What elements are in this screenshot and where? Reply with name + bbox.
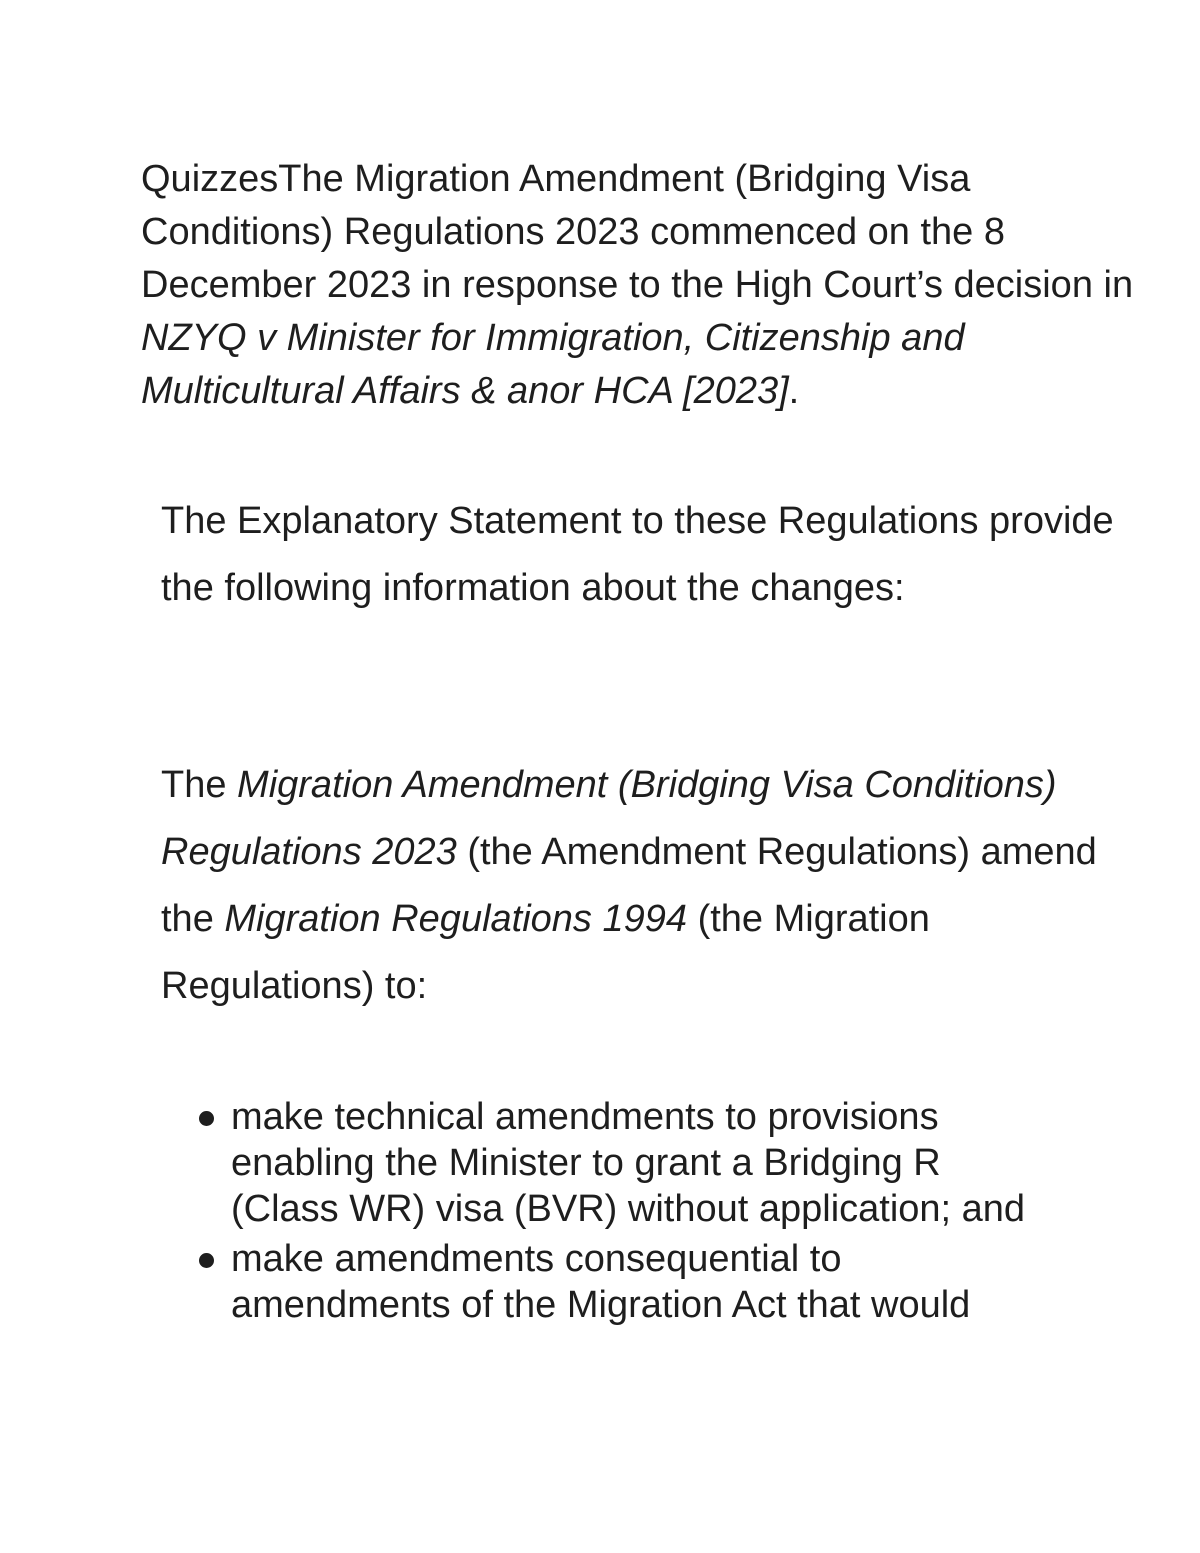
explanatory-statement-paragraph <box>161 488 1121 622</box>
intro-text: QuizzesThe Migration Amendment (Bridging Visa Conditions) Regulations 2023 commenced on the 8 December 2023 in response to the High Court’s decision in <box>141 158 1134 306</box>
amendment-paragraph <box>161 752 1121 1020</box>
amendment-regulations-title: Migration Amendment (Bridging Visa Conditions) Regulations 2023 <box>161 764 1057 873</box>
bullet-icon <box>199 1253 214 1268</box>
list-item-text: make amendments consequential to amendments of the Migration Act that would <box>231 1238 971 1326</box>
list-item <box>0 1236 1031 1328</box>
bullet-icon <box>199 1111 214 1126</box>
amendments-list <box>0 1094 1200 1332</box>
list-item-text: make technical amendments to provisions enabling the Minister to grant a Bridging R (Class WR) visa (BVR) without application; and <box>231 1096 1026 1230</box>
explanatory-text: The Explanatory Statement to these Regulations provide the following information about the changes: <box>161 500 1114 609</box>
case-citation: NZYQ v Minister for Immigration, Citizenship and Multicultural Affairs & anor HCA [2023] <box>141 317 965 412</box>
list-item <box>0 1094 1031 1232</box>
amendment-text-1: The <box>161 764 238 806</box>
amendment-text-3: (the Migration Regulations) to: <box>161 898 930 1007</box>
amendment-text-2: (the Amendment Regulations) amend the <box>161 831 1097 940</box>
migration-regulations-title: Migration Regulations 1994 <box>224 898 688 940</box>
intro-end: . <box>788 370 800 412</box>
intro-paragraph <box>141 153 1141 418</box>
